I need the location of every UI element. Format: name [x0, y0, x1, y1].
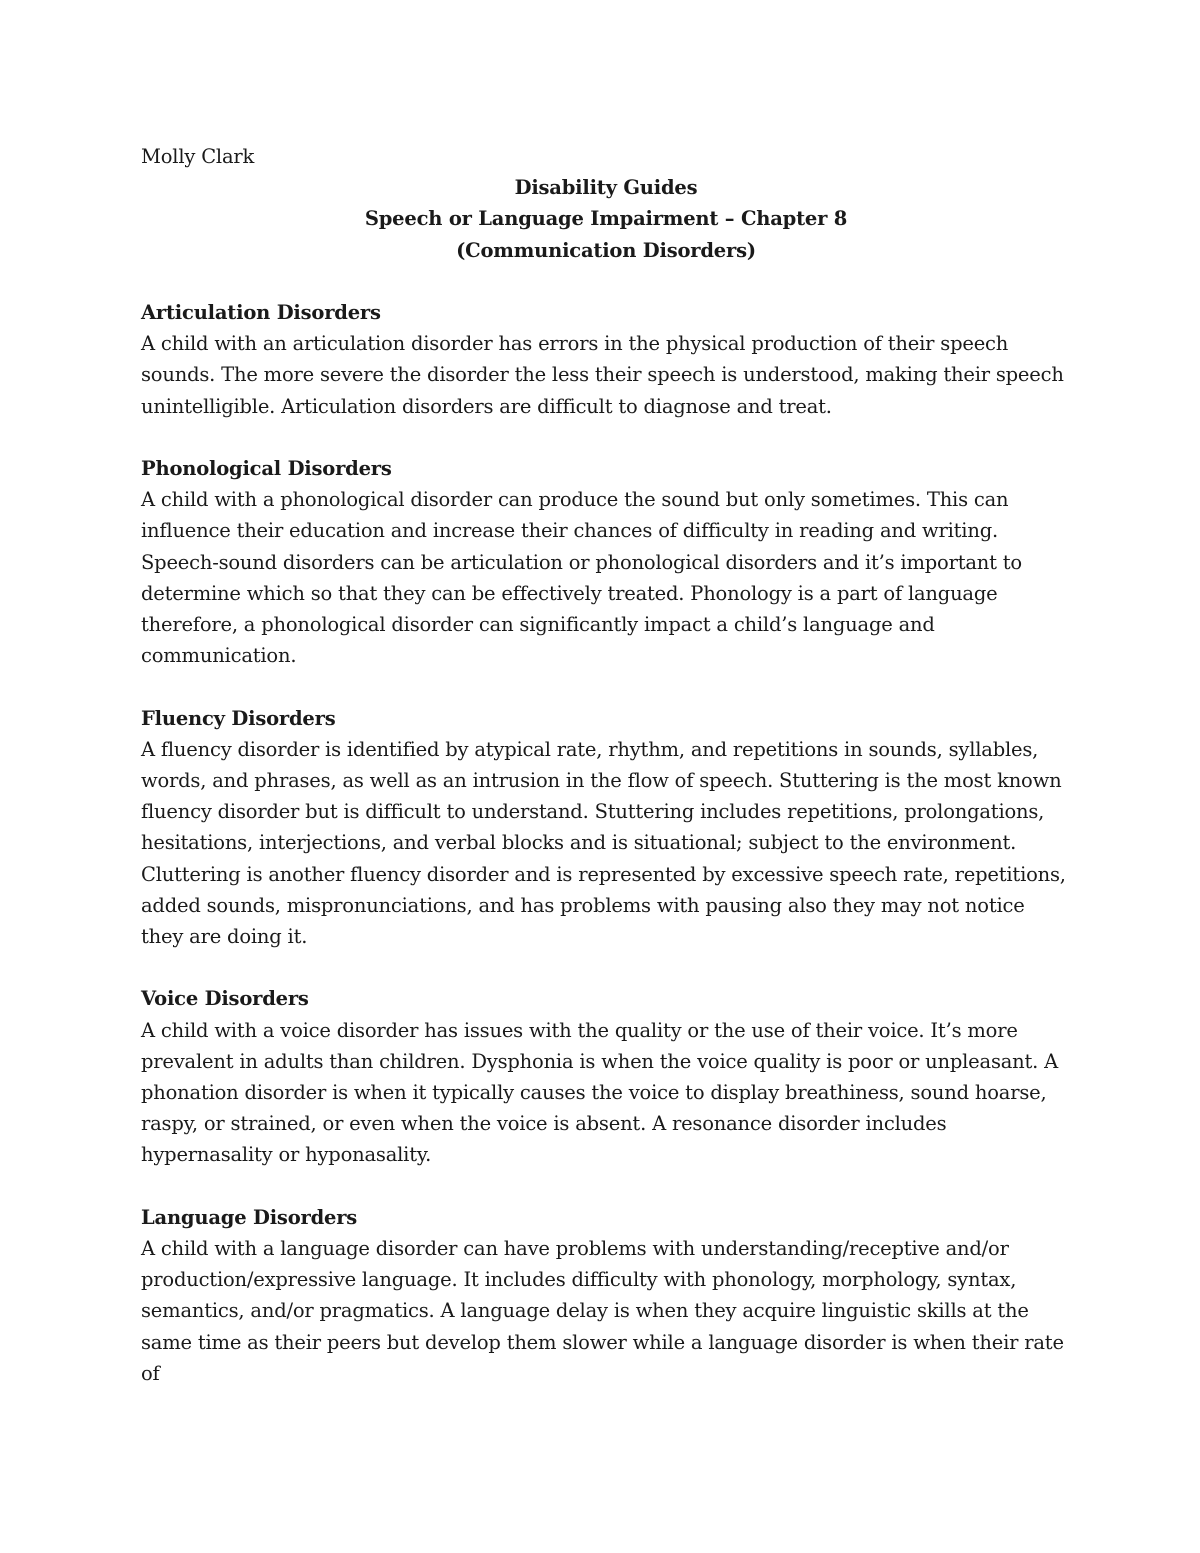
section-heading: Voice Disorders [141, 987, 309, 1011]
section-language-disorders [141, 1202, 1071, 1389]
document-title [141, 172, 1071, 266]
section-phonological-disorders [141, 453, 1071, 671]
section-body: A child with a voice disorder has issues with the quality or the use of their voice. It’s more prevalent in adults than children. Dysphonia is when the voice quality is poor or unpleasant. A phonation disorder is when it typically causes the voice to display breathiness, sound hoarse, raspy, or strained, or even when the voice is absent. A resonance disorder includes hypernasality or hyponasality. [141, 1018, 1059, 1167]
section-body: A fluency disorder is identified by atypical rate, rhythm, and repetitions in sounds, syllables, words, and phrases, as well as an intrusion in the flow of speech. Stuttering is the most known fluency disorder but is difficult to understand. Stuttering includes repetitions, prolongations, hesitations, interjections, and verbal blocks and is situational; subject to the environment. Cluttering is another fluency disorder and is represented by excessive speech rate, repetitions, added sounds, mispronunciations, and has problems with pausing also they may not notice they are doing it. [141, 737, 1066, 949]
section-articulation-disorders [141, 297, 1071, 422]
subtitle-line: (Communication Disorders) [456, 238, 756, 262]
section-heading: Phonological Disorders [141, 457, 392, 480]
section-voice-disorders [141, 983, 1071, 1170]
document-content [141, 141, 1071, 1389]
section-heading: Articulation Disorders [141, 301, 381, 324]
section-body: A child with a phonological disorder can produce the sound but only sometimes. This can influence their education and increase their chances of difficulty in reading and writing. Speech-sound disorders can be articulation or phonological disorders and it’s important to determine which so that they can be effectively treated. Phonology is a part of language therefore, a phonological disorder can significantly impact a child’s language and communication. [141, 488, 1022, 668]
section-heading: Language Disorders [141, 1205, 358, 1229]
section-heading: Fluency Disorders [141, 706, 336, 730]
subtitle-line: Speech or Language Impairment – Chapter 8 [364, 207, 848, 231]
section-body: A child with a language disorder can have problems with understanding/receptive and/or production/expressive language. It includes difficulty with phonology, morphology, syntax, semantics, and/or pragmatics. A language delay is when they acquire linguistic skills at the same time as their peers but develop them slower while a language disorder is when their rate of [141, 1237, 1064, 1385]
section-body: A child with an articulation disorder has errors in the physical production of their speech sounds. The more severe the disorder the less their speech is understood, making their speech unintelligible. Articulation disorders are difficult to diagnose and treat. [141, 332, 1064, 418]
title-line: Disability Guides [514, 176, 698, 200]
section-fluency-disorders [141, 703, 1071, 953]
author-name: Molly Clark [141, 145, 255, 168]
